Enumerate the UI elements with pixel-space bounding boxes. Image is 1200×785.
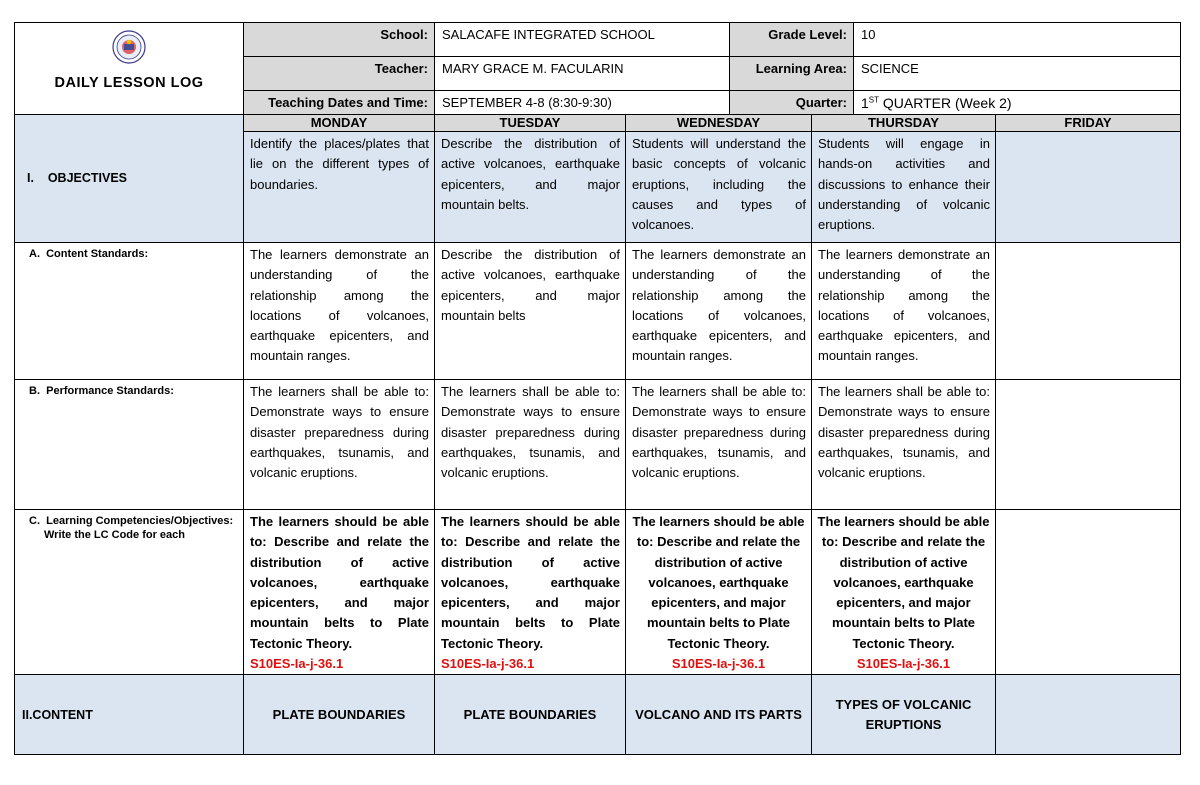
competencies-label-line2: Write the LC Code for each bbox=[44, 529, 185, 541]
day-wednesday: WEDNESDAY bbox=[626, 115, 812, 132]
competencies-label bbox=[15, 510, 244, 675]
day-thursday: THURSDAY bbox=[812, 115, 996, 132]
lc-code: S10ES-Ia-j-36.1 bbox=[441, 656, 535, 672]
competency-monday bbox=[244, 510, 435, 675]
competency-text: The learners should be able to: Describe and relate the distribution of active volcanoes, earthquake epicenters, and major mountain belts to Plate Tectonic Theory. bbox=[817, 514, 990, 651]
content-standard-monday: The learners demonstrate an understanding of the relationship among the locations of volcanoes, earthquake epicenters, and mountain ranges. bbox=[244, 243, 435, 380]
content-monday: PLATE BOUNDARIES bbox=[244, 675, 435, 755]
dates-value: SEPTEMBER 4-8 (8:30-9:30) bbox=[435, 91, 730, 125]
school-label: School: bbox=[244, 23, 435, 57]
objective-tuesday: Describe the distribution of active volcanoes, earthquake epicenters, and major mountain belts. bbox=[435, 132, 626, 243]
lc-code: S10ES-Ia-j-36.1 bbox=[671, 656, 766, 672]
day-tuesday: TUESDAY bbox=[435, 115, 626, 132]
lc-code: S10ES-Ia-j-36.1 bbox=[856, 656, 951, 672]
dates-label: Teaching Dates and Time: bbox=[244, 91, 435, 125]
objective-thursday: Students will engage in hands-on activities and discussions to enhance their understanding of volcanic eruptions. bbox=[812, 132, 996, 243]
header-logo-cell bbox=[15, 23, 244, 125]
competency-friday bbox=[996, 510, 1181, 675]
quarter-number: 1 bbox=[861, 95, 869, 111]
content-label: II.CONTENT bbox=[15, 675, 244, 755]
competency-text: The learners should be able to: Describe and relate the distribution of active volcanoes, earthquake epicenters, and major mountain belts to Plate Tectonic Theory. bbox=[632, 514, 805, 651]
competency-text: The learners should be able to: Describe and relate the distribution of active volcanoes, earthquake epicenters, and major mountain belts to Plate Tectonic Theory. bbox=[441, 514, 620, 651]
grade-label: Grade Level: bbox=[730, 23, 854, 57]
content-friday bbox=[996, 675, 1181, 755]
content-standard-tuesday: Describe the distribution of active volcanoes, earthquake epicenters, and major mountain belts bbox=[435, 243, 626, 380]
objective-monday: Identify the places/plates that lie on the different types of boundaries. bbox=[244, 132, 435, 243]
performance-standard-wednesday: The learners shall be able to: Demonstrate ways to ensure disaster preparedness during earthquakes, tsunamis, and volcanic eruptions. bbox=[626, 380, 812, 510]
lc-code: S10ES-Ia-j-36.1 bbox=[250, 656, 344, 672]
teacher-label: Teacher: bbox=[244, 57, 435, 91]
day-monday: MONDAY bbox=[244, 115, 435, 132]
school-value: SALACAFE INTEGRATED SCHOOL bbox=[435, 23, 730, 57]
objective-wednesday: Students will understand the basic concepts of volcanic eruptions, including the causes and types of volcanoes. bbox=[626, 132, 812, 243]
quarter-text: QUARTER (Week 2) bbox=[879, 95, 1012, 111]
day-friday: FRIDAY bbox=[996, 115, 1181, 132]
quarter-label: Quarter: bbox=[730, 91, 854, 125]
competency-thursday bbox=[812, 510, 996, 675]
document-title: DAILY LESSON LOG bbox=[54, 75, 204, 91]
deped-seal-icon bbox=[112, 30, 146, 64]
lesson-log-table bbox=[14, 114, 1181, 755]
quarter-suffix: ST bbox=[868, 95, 880, 105]
content-standards-label: A. Content Standards: bbox=[15, 243, 244, 380]
competency-wednesday bbox=[626, 510, 812, 675]
objectives-label: I. OBJECTIVES bbox=[15, 115, 244, 243]
competency-text: The learners should be able to: Describe and relate the distribution of active volcanoes, earthquake epicenters, and major mountain belts to Plate Tectonic Theory. bbox=[250, 514, 429, 651]
content-wednesday: VOLCANO AND ITS PARTS bbox=[626, 675, 812, 755]
competency-tuesday bbox=[435, 510, 626, 675]
grade-value: 10 bbox=[854, 23, 1181, 57]
objective-friday bbox=[996, 132, 1181, 243]
content-standard-friday bbox=[996, 243, 1181, 380]
performance-standard-monday: The learners shall be able to: Demonstrate ways to ensure disaster preparedness during earthquakes, tsunamis, and volcanic eruptions. bbox=[244, 380, 435, 510]
area-label: Learning Area: bbox=[730, 57, 854, 91]
content-tuesday: PLATE BOUNDARIES bbox=[435, 675, 626, 755]
content-standard-wednesday: The learners demonstrate an understanding of the relationship among the locations of volcanoes, earthquake epicenters, and mountain ranges. bbox=[626, 243, 812, 380]
performance-standard-friday bbox=[996, 380, 1181, 510]
performance-standard-thursday: The learners shall be able to: Demonstrate ways to ensure disaster preparedness during earthquakes, tsunamis, and volcanic eruptions. bbox=[812, 380, 996, 510]
teacher-value: MARY GRACE M. FACULARIN bbox=[435, 57, 730, 91]
content-thursday: TYPES OF VOLCANIC ERUPTIONS bbox=[812, 675, 996, 755]
performance-standards-label: B. Performance Standards: bbox=[15, 380, 244, 510]
header-table bbox=[14, 22, 1181, 125]
competencies-label-line1: C. Learning Competencies/Objectives: bbox=[29, 515, 234, 527]
area-value: SCIENCE bbox=[854, 57, 1181, 91]
performance-standard-tuesday: The learners shall be able to: Demonstrate ways to ensure disaster preparedness during earthquakes, tsunamis, and volcanic eruptions. bbox=[435, 380, 626, 510]
content-standard-thursday: The learners demonstrate an understanding of the relationship among the locations of volcanoes, earthquake epicenters, and mountain ranges. bbox=[812, 243, 996, 380]
